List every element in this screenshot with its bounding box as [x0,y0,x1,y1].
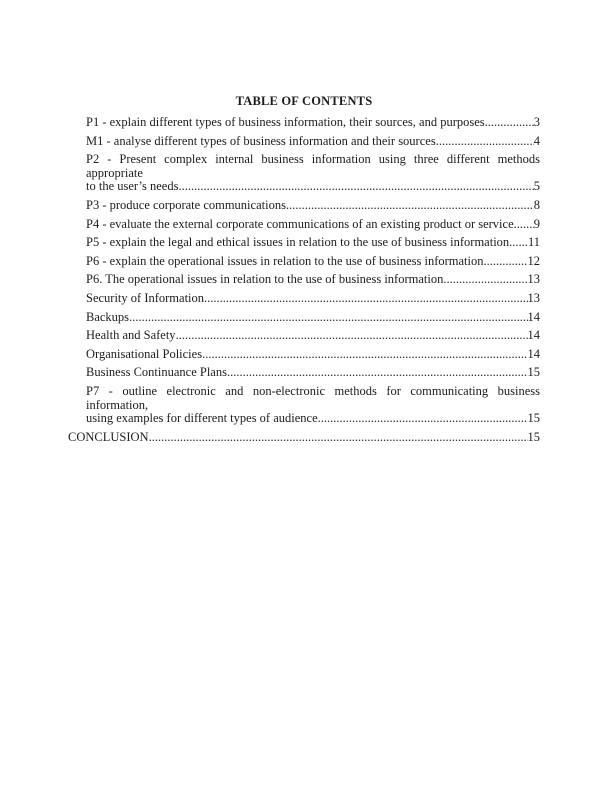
toc-entry-last-line [86,366,540,380]
toc-entry-label: P3 - produce corporate communications [86,197,286,212]
toc-entry-label: M1 - analyse different types of business information and their sources [86,133,436,148]
toc-title: TABLE OF CONTENTS [235,94,373,108]
toc-leader-dots [485,116,534,130]
toc-entry-label: P4 - evaluate the external corporate communications of an existing product or service [86,216,514,231]
toc-leader-dots [178,180,533,194]
toc-entry-label: to the user’s needs [86,179,179,194]
toc-leader-dots [286,199,534,213]
toc-entry-last-line [68,431,540,445]
toc-entry [86,236,540,250]
toc-page-number: 15 [527,429,540,444]
toc-leader-dots [484,255,528,269]
toc-entry-label: P6 - explain the operational issues in relation to the use of business information [86,253,484,268]
toc-leader-dots [318,412,528,426]
toc-page-number: 15 [527,365,540,380]
toc-page-number: 9 [533,216,540,231]
toc-entry-last-line [86,236,540,250]
toc-entry [86,366,540,380]
toc-page-number: 15 [527,411,540,426]
toc-page-number: 13 [527,290,540,305]
toc-entry-label: Backups [86,309,130,324]
toc-page-number: 14 [527,328,540,343]
toc-entry-label-line: P2 - Present complex internal business information using three different methods appropriate [86,152,540,180]
toc-entry-last-line [86,255,540,269]
toc-page-number: 14 [527,309,540,324]
toc-entry-label: P5 - explain the legal and ethical issues in relation to the use of business information [86,235,510,250]
toc-entry-label: Business Continuance Plans [86,365,227,380]
toc-entry [86,292,540,306]
toc-leader-dots [436,135,534,149]
toc-entry [86,116,540,130]
toc-leader-dots [514,218,534,232]
toc-entry-last-line [86,273,540,287]
toc-list [68,116,540,444]
toc-content [68,94,540,449]
toc-entry [86,311,540,325]
toc-entry-last-line [86,199,540,213]
toc-leader-dots [443,273,527,287]
toc-leader-dots [227,366,528,380]
toc-leader-dots [149,431,528,445]
toc-entry [86,348,540,362]
toc-entry [86,218,540,232]
toc-entry-last-line [86,135,540,149]
toc-entry-label: P1 - explain different types of business information, their sources, and purposes [86,115,485,129]
toc-leader-dots [202,348,527,362]
toc-entry [86,255,540,269]
toc-entry-last-line [86,180,540,194]
toc-leader-dots [129,311,527,325]
toc-entry-label: CONCLUSION [68,429,149,444]
toc-entry [86,199,540,213]
toc-page-number: 4 [533,133,540,148]
toc-page-number: 14 [527,346,540,361]
toc-entry-last-line [86,116,540,130]
toc-entry [68,431,540,445]
toc-page-number: 13 [527,272,540,287]
toc-entry-last-line [86,218,540,232]
toc-leader-dots [176,329,528,343]
toc-entry [86,135,540,149]
toc-entry-last-line [86,311,540,325]
toc-leader-dots [204,292,527,306]
toc-entry-label: Security of Information [86,290,205,305]
toc-entry-label: Health and Safety [86,328,176,343]
toc-entry-last-line [86,348,540,362]
toc-entry [86,385,540,426]
toc-entry [86,153,540,194]
toc-page-number: 3 [533,115,540,129]
toc-entry-label-line: P7 - outline electronic and non-electronic methods for communicating business information, [86,383,540,412]
toc-page-number: 8 [533,197,540,212]
toc-entry-last-line [86,329,540,343]
toc-page-number: 11 [527,235,540,250]
toc-entry-last-line [86,412,540,426]
toc-entry [86,329,540,343]
toc-page-number: 5 [533,179,540,194]
toc-entry-label: P6. The operational issues in relation to the use of business information [86,272,444,287]
toc-entry [86,273,540,287]
toc-entry-label: Organisational Policies [86,346,203,361]
toc-page-number: 12 [527,253,540,268]
toc-entry-label: using examples for different types of audience [86,411,318,426]
toc-leader-dots [509,236,528,250]
toc-entry-last-line [86,292,540,306]
